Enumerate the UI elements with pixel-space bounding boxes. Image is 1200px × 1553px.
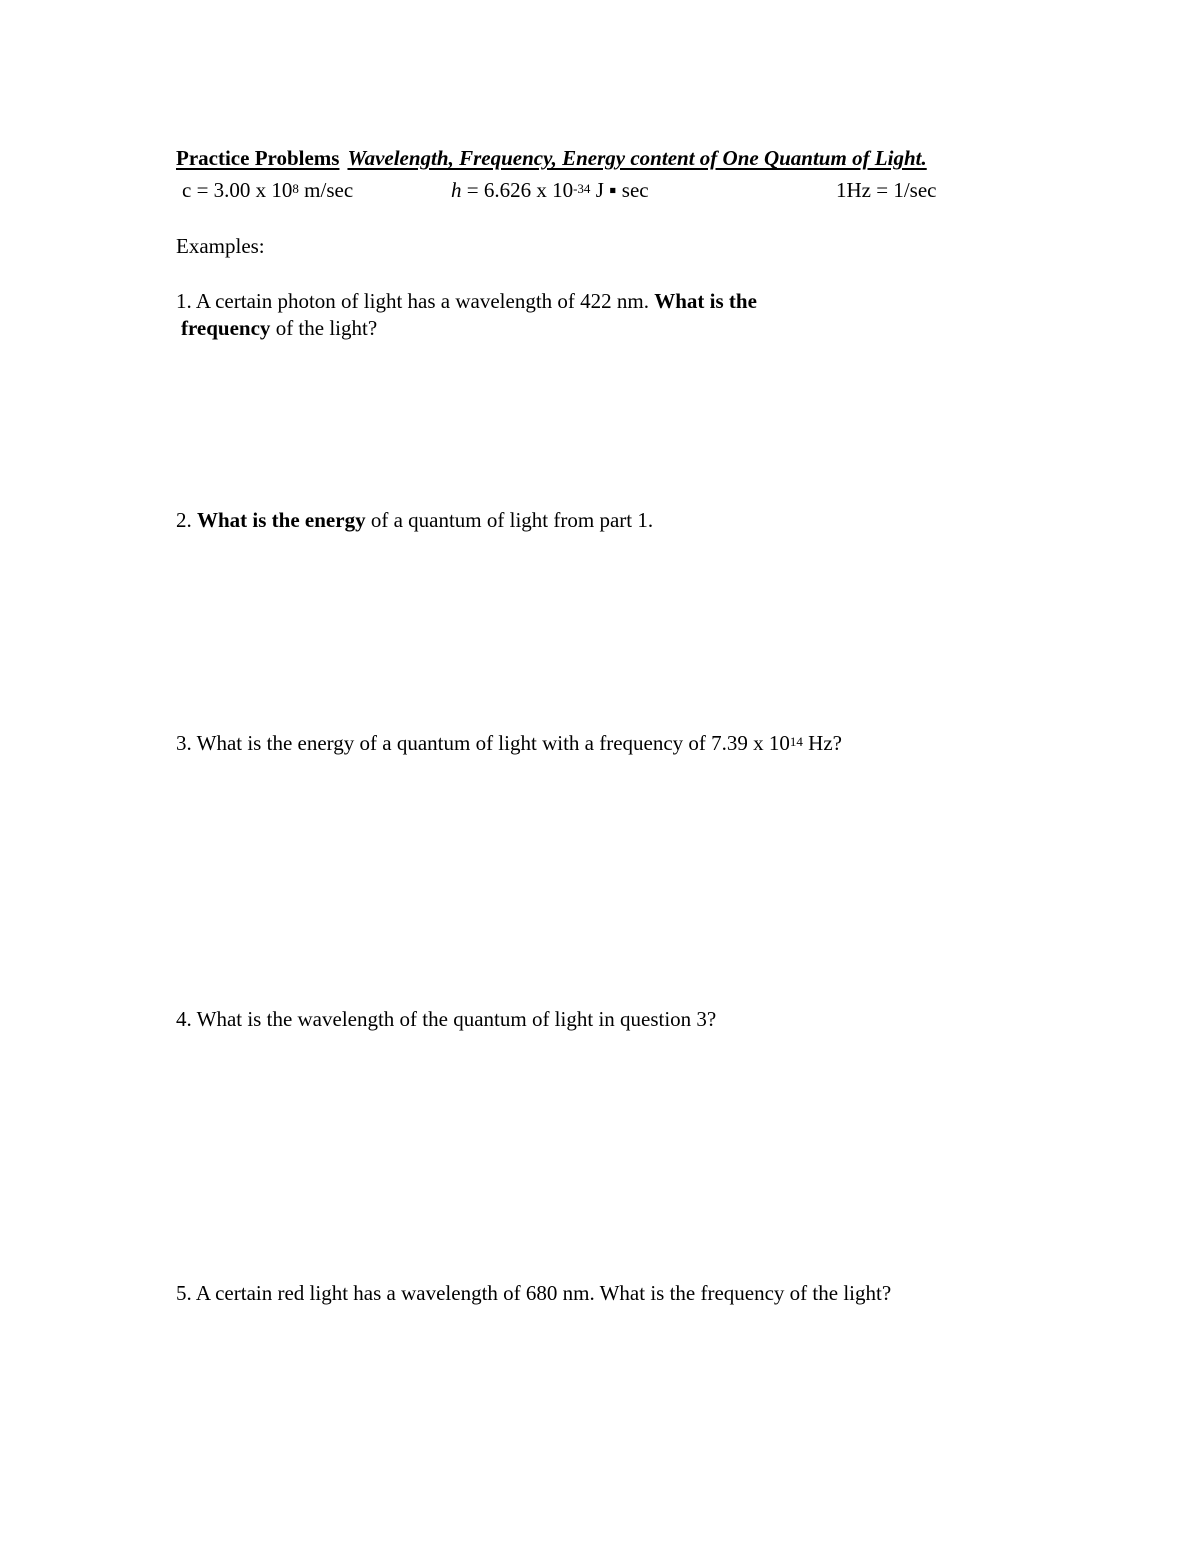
title-main: Practice Problems — [176, 146, 340, 170]
speed-of-light-constant — [182, 177, 353, 206]
q2-text: of a quantum of light from part 1. — [365, 508, 654, 532]
question-2 — [176, 507, 653, 533]
c-exponent: 8 — [292, 181, 299, 196]
q3-exponent: 14 — [789, 734, 803, 749]
c-unit: m/sec — [298, 178, 354, 202]
question-5: 5. A certain red light has a wavelength of 680 nm. What is the frequency of the light? — [176, 1281, 892, 1305]
question-4: 4. What is the wavelength of the quantum of light in question 3? — [176, 1007, 717, 1031]
h-value: = 6.626 x 10 — [461, 178, 574, 202]
q2-number: 2. — [176, 508, 197, 532]
h-exponent: -34 — [573, 181, 591, 196]
c-value: c = 3.00 x 10 — [182, 178, 293, 202]
q3-text: 3. What is the energy of a quantum of light with a frequency of 7.39 x 10 — [176, 731, 790, 755]
q1-bold-a: What is the — [654, 289, 757, 313]
h-unit: J ▪ sec — [590, 178, 649, 202]
question-1-line-1 — [176, 288, 757, 314]
hz-value: 1Hz = 1/sec — [836, 178, 937, 202]
q3-unit: Hz? — [802, 731, 842, 755]
q2-bold: What is the energy — [197, 508, 366, 532]
page-title — [176, 145, 927, 171]
question-1-line-2 — [181, 315, 377, 341]
q1-text-b: of the light? — [270, 316, 378, 340]
q1-bold-b: frequency — [181, 316, 271, 340]
examples-label: Examples: — [176, 234, 265, 258]
q1-text: 1. A certain photon of light has a wavelength of 422 nm. — [176, 289, 655, 313]
hertz-definition — [836, 177, 936, 203]
question-3 — [176, 730, 842, 759]
h-symbol: h — [451, 178, 462, 202]
title-subtitle: Wavelength, Frequency, Energy content of One Quantum of Light. — [347, 146, 927, 170]
planck-constant — [451, 177, 649, 206]
